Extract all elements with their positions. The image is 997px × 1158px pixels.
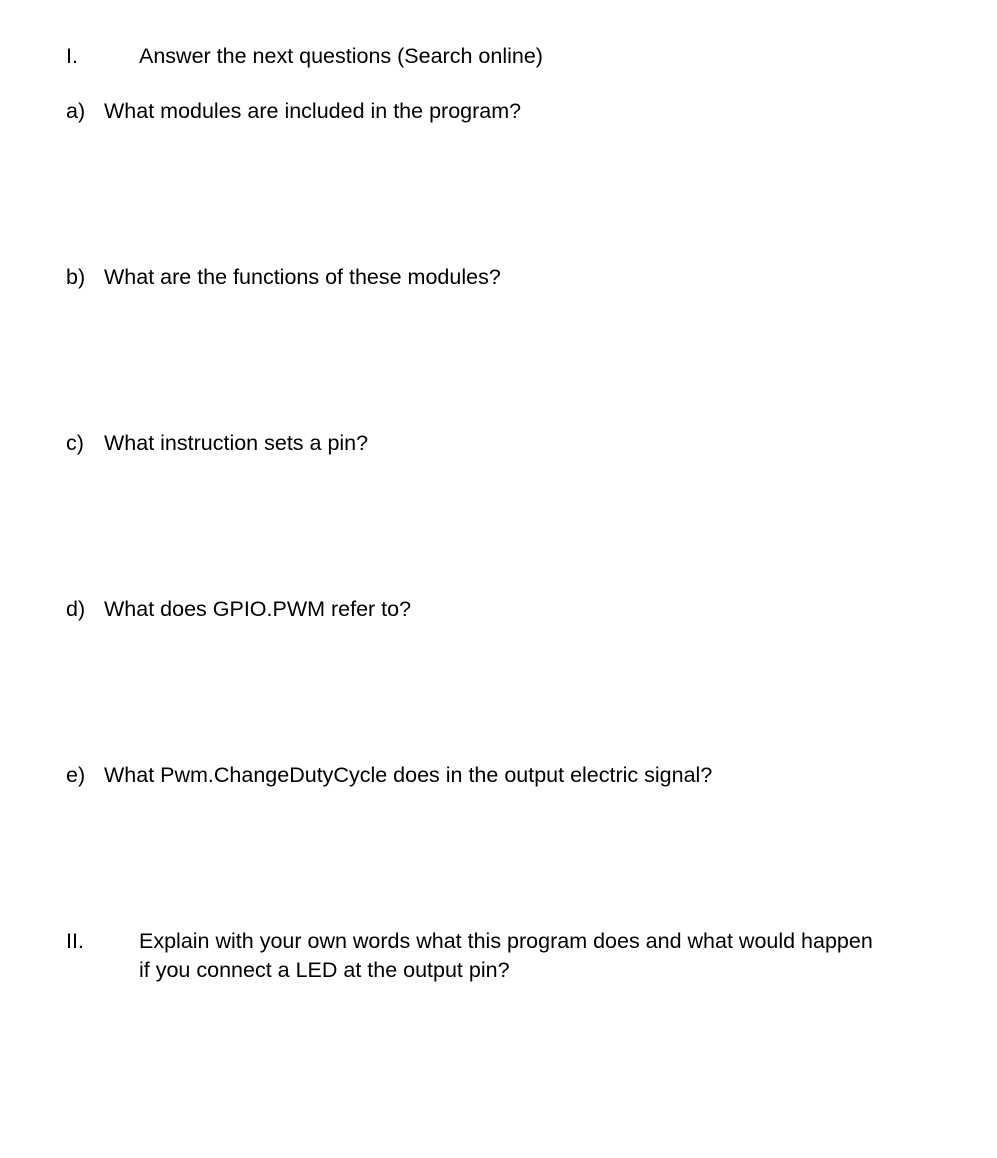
section-two-numeral: II.: [66, 929, 84, 953]
question-text: What are the functions of these modules?: [104, 265, 501, 289]
question-letter: b): [66, 265, 86, 289]
question-d: [66, 595, 926, 624]
question-a: [66, 97, 926, 126]
section-one-numeral: I.: [66, 44, 78, 68]
section-two-text: [139, 927, 969, 985]
question-c: [66, 429, 926, 458]
section-two-line-2: if you connect a LED at the output pin?: [139, 958, 510, 982]
question-b: [66, 263, 926, 292]
question-text: What Pwm.ChangeDutyCycle does in the output electric signal?: [104, 763, 713, 787]
question-e: [66, 761, 926, 790]
question-letter: a): [66, 99, 86, 123]
question-letter: c): [66, 431, 84, 455]
section-one-text: Answer the next questions (Search online): [139, 44, 543, 68]
question-text: What modules are included in the program?: [104, 99, 522, 123]
question-letter: e): [66, 763, 86, 787]
question-letter: d): [66, 597, 86, 621]
question-text: What instruction sets a pin?: [104, 431, 369, 455]
question-text: What does GPIO.PWM refer to?: [104, 597, 412, 621]
section-two-line-1: Explain with your own words what this program does and what would happen: [139, 929, 873, 953]
